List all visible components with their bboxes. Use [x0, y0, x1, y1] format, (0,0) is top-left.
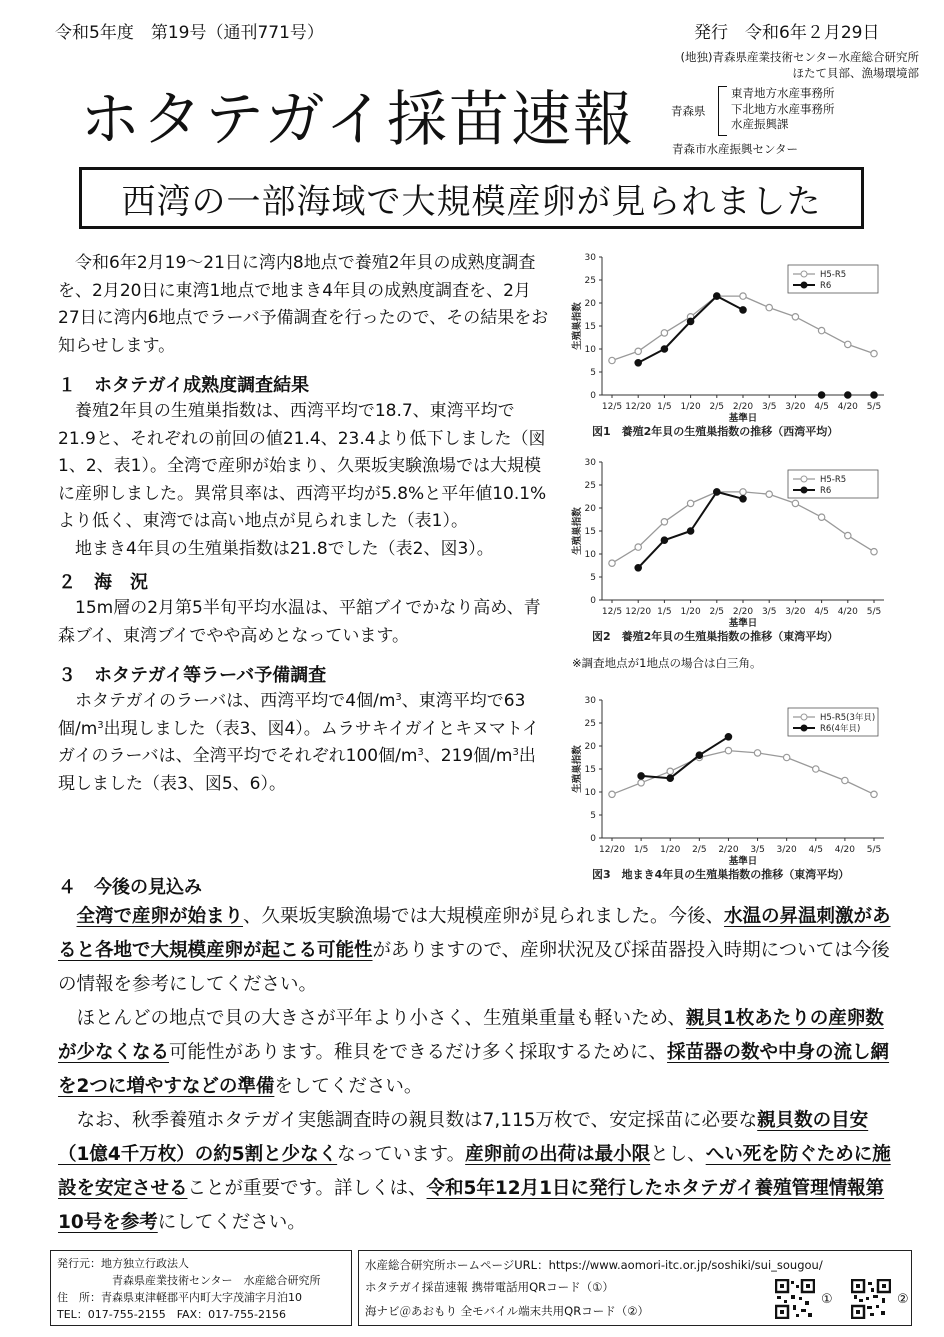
x-tick-label: 5/5 — [866, 845, 882, 855]
figure-2 — [566, 450, 896, 654]
body-text: ほとんどの地点で貝の大きさが平年より小さく、生殖巣重量も軽いため、 — [76, 1008, 686, 1029]
data-point — [842, 777, 848, 783]
body-text: 、久栗坂実験漁場では大規模産卵が見られました。今後、 — [243, 906, 725, 927]
y-tick-label: 5 — [590, 573, 596, 583]
figure-3-svg — [566, 688, 896, 888]
figure-1-svg — [566, 245, 896, 445]
y-tick-label: 0 — [590, 391, 596, 401]
x-tick-label: 12/20 — [599, 845, 625, 855]
footer-qr-text-1: ホタテガイ採苗速報 携帯電話用QRコード（①） — [365, 1280, 614, 1294]
section-4 — [58, 876, 898, 1240]
publisher-main: (地独)青森県産業技術センター水産総合研究所 — [680, 50, 919, 64]
legend-label: H5-R5 — [820, 475, 847, 485]
pref-org-list — [731, 86, 835, 133]
figure-caption: 図1 養殖2年貝の生殖巣指数の推移（西湾平均） — [592, 425, 839, 438]
y-axis-label: 生殖巣指数 — [572, 745, 583, 793]
legend-label: H5-R5 — [820, 270, 847, 280]
x-tick-label: 4/5 — [814, 402, 829, 412]
issue-date: 発行 令和6年２月29日 — [694, 23, 880, 43]
page-title: ホタテガイ採苗速報 — [80, 85, 635, 155]
y-tick-label: 30 — [584, 696, 596, 706]
s3-text-b: 、東湾平均で63個/m — [58, 691, 526, 739]
x-tick-label: 12/5 — [601, 607, 623, 617]
x-tick-label: 4/5 — [814, 607, 829, 617]
series-segment — [638, 540, 664, 568]
emphasis-text: 全湾で産卵が始まり — [76, 906, 244, 927]
legend-marker — [801, 271, 807, 277]
qr-label-1: ① — [821, 1292, 833, 1307]
pref-org-2: 下北地方水産事務所 — [731, 101, 835, 116]
pref-org-1: 東青地方水産事務所 — [731, 86, 835, 100]
x-tick-label: 12/20 — [625, 402, 652, 412]
emphasis-text: へい死を防ぐために施設を安定させる — [58, 1144, 891, 1199]
qr-code-1-icon[interactable] — [775, 1279, 815, 1319]
x-tick-label: 2/20 — [732, 607, 754, 617]
x-axis-label: 基準日 — [728, 413, 758, 424]
section-2-heading: ２ 海 況 — [58, 572, 148, 593]
y-tick-label: 20 — [584, 504, 596, 514]
section-3-para-1 — [58, 688, 550, 798]
y-tick-label: 10 — [584, 550, 596, 560]
legend-marker — [801, 725, 807, 731]
data-point — [661, 519, 667, 525]
data-point — [871, 549, 877, 555]
series-segment — [664, 531, 690, 540]
publisher-sub: ほたて貝部、漁場環境部 — [792, 65, 919, 80]
body-text: 可能性があります。稚貝をできるだけ多く採取するために、 — [169, 1042, 668, 1063]
data-point — [638, 780, 644, 786]
data-point — [792, 500, 798, 506]
x-tick-label: 2/5 — [692, 845, 707, 855]
qr-label-2: ② — [897, 1292, 909, 1307]
section-1-heading: １ ホタテガイ成熟度調査結果 — [58, 375, 310, 396]
x-axis-label: 基準日 — [728, 856, 758, 867]
series-segment — [728, 751, 757, 753]
series-segment — [699, 737, 728, 755]
y-tick-label: 10 — [584, 788, 596, 798]
data-point — [725, 747, 731, 753]
data-point — [725, 734, 731, 740]
data-point — [635, 360, 641, 366]
series-segment — [717, 492, 743, 499]
x-axis-label: 基準日 — [728, 618, 758, 629]
legend-label: R6(4年貝) — [820, 724, 861, 734]
series-segment — [845, 781, 874, 795]
y-tick-label: 5 — [590, 811, 596, 821]
s3-sup-4: 3 — [512, 747, 519, 758]
emphasis-text: 採苗器の数や中身の流し網を2つに増やすなどの準備 — [58, 1042, 890, 1097]
series-segment — [769, 308, 795, 317]
series-segment — [848, 536, 874, 552]
legend-label: R6 — [820, 281, 832, 291]
data-point — [635, 544, 641, 550]
x-tick-label: 2/20 — [718, 845, 739, 855]
data-point — [661, 330, 667, 336]
series-segment — [612, 783, 641, 795]
intro-paragraph: 令和6年2月19～21日に湾内8地点で養殖2年貝の成熟度調査を、2月20日に東湾1地点で地まき4年貝の成熟度調査を、2月27日に湾内6地点でラーバ予備調査を行ったので、その結果をお知らせします。 — [58, 253, 549, 356]
data-point — [687, 500, 693, 506]
data-point — [661, 346, 667, 352]
data-point — [754, 750, 760, 756]
x-tick-label: 3/5 — [761, 607, 777, 617]
series-segment — [822, 331, 848, 345]
data-point — [667, 768, 673, 774]
section-4-heading: ４ 今後の見込み — [58, 877, 202, 898]
data-point — [871, 350, 877, 356]
series-segment — [670, 755, 699, 778]
series-segment — [691, 296, 717, 321]
series-segment — [848, 344, 874, 353]
y-tick-label: 15 — [584, 527, 596, 537]
x-tick-label: 12/5 — [601, 402, 623, 412]
y-tick-label: 10 — [584, 345, 596, 355]
section-4-para-2 — [58, 1002, 896, 1104]
section-2-para-1: 15m層の2月第5半旬平均水温は、平舘ブイでかなり高め、青森ブイ、東湾ブイでやや高めとなっています。 — [58, 598, 541, 646]
y-tick-label: 5 — [590, 368, 596, 378]
data-point — [609, 357, 615, 363]
data-point — [818, 514, 824, 520]
qr-code-2-icon[interactable] — [851, 1279, 891, 1319]
body-text: にしてください。 — [157, 1212, 306, 1233]
data-point — [783, 754, 789, 760]
data-point — [766, 304, 772, 310]
section-1-para-2: 地まき4年貝の生殖巣指数は21.8でした（表2、図3）。 — [75, 538, 494, 559]
s3-sup-3: 3 — [417, 747, 424, 758]
s3-sup-2: 3 — [97, 719, 104, 731]
x-tick-label: 3/5 — [750, 845, 765, 855]
figure-caption: 図2 養殖2年貝の生殖巣指数の推移（東湾平均） — [592, 630, 839, 643]
y-tick-label: 30 — [584, 458, 596, 468]
y-tick-label: 25 — [584, 719, 596, 729]
legend-marker — [801, 476, 807, 482]
body-text: がありますので、産卵状況及び採苗器投入時期については今後の情報を参考にしてください。 — [58, 940, 890, 995]
data-point — [792, 314, 798, 320]
series-segment — [822, 517, 848, 535]
emphasis-text: 水温の昇温刺激があると各地で大規模産卵が起こる可能性 — [58, 906, 891, 961]
figure-3 — [566, 688, 896, 892]
x-tick-label: 4/20 — [837, 402, 858, 412]
data-point — [609, 560, 615, 566]
footer-left-3: 住 所：青森県東津軽郡平内町大字茂浦字月泊10 — [57, 1291, 302, 1304]
series-segment — [787, 758, 816, 770]
footer-left-2: 青森県産業技術センター 水産総合研究所 — [57, 1274, 321, 1287]
x-tick-label: 3/20 — [785, 607, 806, 617]
figure-caption: 図3 地まき4年貝の生殖巣指数の推移（東湾平均） — [592, 868, 850, 881]
body-text: とし、 — [650, 1144, 706, 1165]
y-tick-label: 20 — [584, 299, 596, 309]
data-point — [696, 752, 702, 758]
footer-left-4: TEL：017-755-2155 FAX：017-755-2156 — [57, 1308, 287, 1321]
section-4-para-3 — [58, 1104, 896, 1240]
y-tick-label: 15 — [584, 322, 596, 332]
x-tick-label: 3/20 — [776, 845, 797, 855]
emphasis-text: 令和5年12月1日に発行したホタテガイ養殖管理情報第10号を参考 — [58, 1178, 885, 1233]
data-point — [740, 496, 746, 502]
x-tick-label: 12/20 — [625, 607, 652, 617]
x-tick-label: 2/5 — [709, 402, 725, 412]
footer-qr-text-2: 海ナビ＠あおもり 全モバイル端末共用QRコード（②） — [365, 1304, 650, 1318]
city-org: 青森市水産振興センター — [672, 142, 799, 156]
data-point — [687, 318, 693, 324]
series-segment — [638, 333, 664, 351]
legend-label: R6 — [820, 486, 832, 496]
legend-marker — [801, 282, 807, 288]
body-text: なっています。 — [337, 1144, 466, 1165]
data-point — [635, 565, 641, 571]
s3-text-e: 出現しました（表3、図5、6）。 — [58, 746, 536, 794]
data-point — [845, 392, 851, 398]
x-tick-label: 1/20 — [660, 845, 681, 855]
y-tick-label: 15 — [584, 765, 596, 775]
x-tick-label: 4/5 — [808, 845, 824, 855]
series-segment — [717, 296, 743, 310]
series-segment — [743, 492, 769, 494]
data-point — [638, 773, 644, 779]
body-text: なお、秋季養殖ホタテガイ実態調査時の親貝数は7,115万枚で、安定採苗に必要な — [76, 1110, 758, 1131]
x-tick-label: 1/20 — [680, 402, 701, 412]
x-tick-label: 1/5 — [633, 845, 649, 855]
series-segment — [758, 753, 787, 758]
x-tick-label: 1/5 — [657, 607, 672, 617]
section-3-heading: ３ ホタテガイ等ラーバ予備調査 — [58, 665, 327, 686]
footer-url[interactable]: 水産総合研究所ホームページURL：https://www.aomori-itc.or.jp/soshiki/sui_sougou/ — [365, 1258, 823, 1272]
footer-left-1: 発行元：地方独立行政法人 — [57, 1257, 189, 1270]
data-point — [667, 775, 673, 781]
x-tick-label: 4/20 — [834, 845, 855, 855]
emphasis-text: 親貝数の目安（1億4千万枚）の約5割と少なく — [58, 1110, 869, 1165]
series-segment — [816, 769, 845, 781]
chart-note: ※調査地点が1地点の場合は白三角。 — [572, 656, 762, 670]
x-tick-label: 5/5 — [866, 402, 882, 412]
s3-text-a: ホタテガイのラーバは、西湾平均で4個/m — [75, 691, 396, 711]
legend-marker — [801, 714, 807, 720]
issue-number: 令和5年度 第19号（通刊771号） — [55, 23, 324, 43]
series-segment — [664, 503, 690, 521]
x-tick-label: 5/5 — [866, 607, 882, 617]
s3-text-c: 出現しました（表3、図4）。ムラサキイガイとキヌマトイガイのラーバは、全湾平均でそれぞれ100個/m — [58, 718, 540, 766]
data-point — [714, 293, 720, 299]
data-point — [845, 341, 851, 347]
data-point — [871, 791, 877, 797]
data-point — [740, 293, 746, 299]
series-segment — [795, 317, 821, 331]
y-tick-label: 20 — [584, 742, 596, 752]
bracket — [718, 86, 727, 136]
x-tick-label: 1/20 — [680, 607, 701, 617]
x-tick-label: 4/20 — [837, 607, 858, 617]
x-tick-label: 3/20 — [785, 402, 806, 412]
body-text: ことが重要です。詳しくは、 — [187, 1178, 427, 1199]
y-axis-label: 生殖巣指数 — [572, 302, 583, 350]
headline-box — [79, 167, 864, 229]
data-point — [635, 348, 641, 354]
x-tick-label: 3/5 — [761, 402, 777, 412]
headline: 西湾の一部海域で大規模産卵が見られました — [121, 181, 822, 222]
y-tick-label: 0 — [590, 596, 596, 606]
section-1-para-1: 養殖2年貝の生殖巣指数は、西湾平均で18.7、東湾平均で21.9と、それぞれの前回の値21.4、23.4より低下しました（図1、2、表1）。全湾で産卵が始まり、久栗坂実験漁場では大規模に産卵しました。異常貝率は、西湾平均が5.8%と平年値10.1%より低く、東湾では高い地点が見られました（表1）。 — [58, 401, 547, 531]
y-tick-label: 25 — [584, 276, 596, 286]
series-segment — [743, 296, 769, 308]
data-point — [813, 766, 819, 772]
section-4-para-1 — [58, 900, 896, 1002]
publisher-org — [664, 50, 919, 81]
series-segment — [638, 349, 664, 363]
data-point — [609, 791, 615, 797]
y-tick-label: 0 — [590, 834, 596, 844]
data-point — [687, 528, 693, 534]
footer-links-box — [358, 1250, 912, 1326]
footer-publisher-box — [50, 1250, 352, 1326]
left-column — [58, 250, 550, 798]
series-segment — [795, 503, 821, 517]
figure-1 — [566, 245, 896, 449]
x-tick-label: 2/5 — [709, 607, 725, 617]
data-point — [740, 307, 746, 313]
series-segment — [612, 351, 638, 360]
data-point — [818, 327, 824, 333]
legend-marker — [801, 487, 807, 493]
y-tick-label: 25 — [584, 481, 596, 491]
data-point — [661, 537, 667, 543]
data-point — [766, 491, 772, 497]
body-text: をしてください。 — [274, 1076, 423, 1097]
legend-label: H5-R5(3年貝) — [820, 713, 876, 723]
x-tick-label: 1/5 — [657, 402, 672, 412]
data-point — [871, 392, 877, 398]
x-tick-label: 2/20 — [732, 402, 754, 412]
data-point — [818, 392, 824, 398]
emphasis-text: 親貝1枚あたりの産卵数が少なくなる — [58, 1008, 884, 1063]
emphasis-text: 産卵前の出荷は最小限 — [465, 1144, 651, 1165]
s3-sup-1: 3 — [395, 692, 402, 703]
figure-2-svg — [566, 450, 896, 650]
y-tick-label: 30 — [584, 253, 596, 263]
pref-label: 青森県 — [671, 104, 706, 118]
pref-org-3: 水産振興課 — [731, 117, 789, 132]
data-point — [845, 532, 851, 538]
data-point — [740, 489, 746, 495]
y-axis-label: 生殖巣指数 — [572, 507, 583, 555]
s3-text-d: 、219個/m — [423, 746, 513, 766]
series-segment — [612, 547, 638, 563]
data-point — [714, 489, 720, 495]
series-segment — [641, 776, 670, 778]
